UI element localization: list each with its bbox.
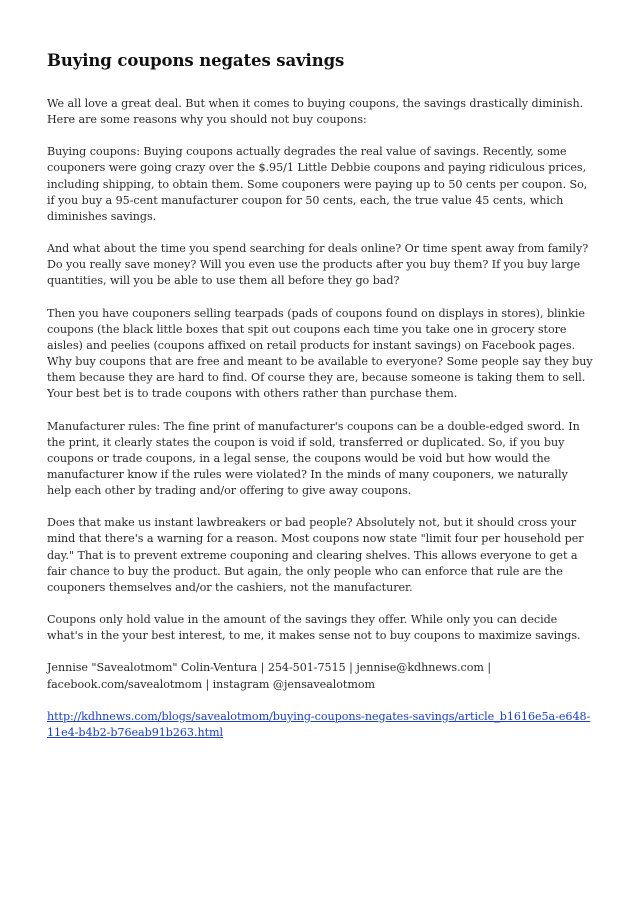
source-link-paragraph: [47, 709, 595, 741]
source-link[interactable]: http://kdhnews.com/blogs/savealotmom/buying-coupons-negates-savings/article_b1616e5a-e648-11e4-b4b2-b76eab91b263.html: [47, 709, 591, 739]
paragraph-conclusion: Coupons only hold value in the amount of the savings they offer. While only you can decide what's in the your best interest, to me, it makes sense not to buy coupons to maximize savings.: [47, 613, 581, 643]
document-page: [47, 51, 595, 757]
paragraph-lawbreakers: Does that make us instant lawbreakers or bad people? Absolutely not, but it should cross your mind that there's a warning for a reason. Most coupons now state "limit four per household per day." That is to prevent extreme couponing and clearing shelves. This allows everyone to get a fair chance to buy the product. But again, the only people who can enforce that rule are the couponers themselves and/or the cashiers, not the manufacturer.: [47, 516, 584, 594]
paragraph-tearpads: Then you have couponers selling tearpads (pads of coupons found on displays in stores), blinkie coupons (the black little boxes that spit out coupons each time you take one in grocery store aisles) and peelies (coupons affixed on retail products for instant savings) on Facebook pages. Why buy coupons that are free and meant to be available to everyone? Some people say they buy them because they are hard to find. Of course they are, because someone is taking them to sell. Your best bet is to trade coupons with others rather than purchase them.: [47, 306, 593, 401]
article-title: Buying coupons negates savings: [47, 51, 345, 70]
paragraph-time-spent: And what about the time you spend searching for deals online? Or time spent away from family? Do you really save money? Will you even use the products after you buy them? If you buy large quantities, will you be able to use them all before they go bad?: [47, 242, 589, 288]
paragraph-buying-coupons: Buying coupons: Buying coupons actually degrades the real value of savings. Recently, some couponers were going crazy over the $.95/1 Little Debbie coupons and paying ridiculous prices, including shipping, to obtain them. Some couponers were paying up to 50 cents per coupon. So, if you buy a 95-cent manufacturer coupon for 50 cents, each, the true value 45 cents, which diminishes savings.: [47, 145, 588, 223]
paragraph-intro: We all love a great deal. But when it comes to buying coupons, the savings drastically diminish. Here are some reasons why you should not buy coupons:: [47, 97, 584, 127]
author-contact: Jennise "Savealotmom" Colin-Ventura | 254-501-7515 | jennise@kdhnews.com | facebook.com/savealotmom | instagram @jensavealotmom: [47, 661, 492, 691]
paragraph-manufacturer-rules: Manufacturer rules: The fine print of manufacturer's coupons can be a double-edged sword. In the print, it clearly states the coupon is void if sold, transferred or duplicated. So, if you buy coupons or trade coupons, in a legal sense, the coupons would be void but how would the manufacturer know if the rules were violated? In the minds of many couponers, we naturally help each other by trading and/or offering to give away coupons.: [47, 419, 580, 498]
